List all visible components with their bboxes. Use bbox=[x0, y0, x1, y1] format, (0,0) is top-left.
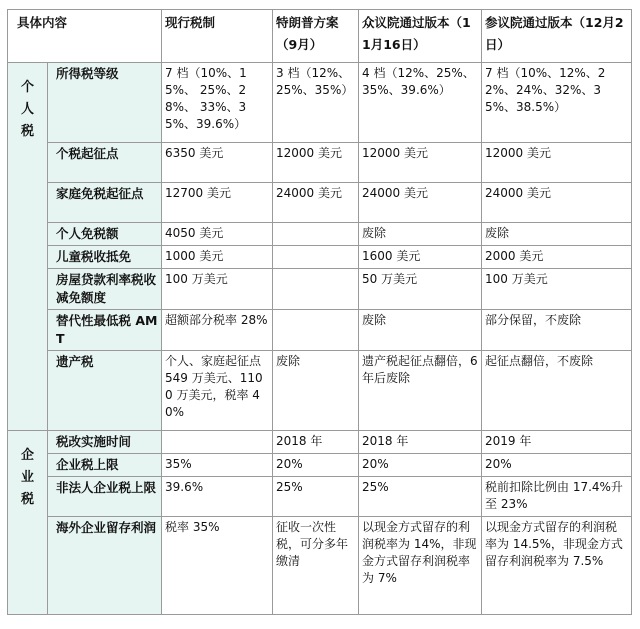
cell-trump: 3 档（12%、25%、35%） bbox=[273, 63, 359, 143]
cell-senate: 100 万美元 bbox=[482, 269, 632, 310]
row-label: 税改实施时间 bbox=[48, 431, 162, 454]
row-label: 企业税上限 bbox=[48, 454, 162, 477]
table-row bbox=[8, 63, 632, 143]
table-row bbox=[8, 477, 632, 517]
table-row bbox=[8, 454, 632, 477]
cell-senate: 部分保留，不废除 bbox=[482, 310, 632, 351]
cell-senate: 24000 美元 bbox=[482, 183, 632, 223]
cell-current bbox=[162, 431, 273, 454]
cell-senate: 7 档（10%、12%、22%、24%、32%、35%、38.5%） bbox=[482, 63, 632, 143]
header-senate: 参议院通过版本（12月2日） bbox=[482, 10, 632, 63]
cell-senate: 废除 bbox=[482, 223, 632, 246]
tax-comparison-table bbox=[7, 9, 632, 615]
cell-current: 7 档（10%、15%、 25%、28%、 33%、35%、39.6%） bbox=[162, 63, 273, 143]
table-row bbox=[8, 223, 632, 246]
cell-current: 35% bbox=[162, 454, 273, 477]
cell-house: 遗产税起征点翻倍，6 年后废除 bbox=[359, 351, 482, 431]
cell-trump: 征收一次性税，可分多年缴清 bbox=[273, 517, 359, 615]
cell-house: 50 万美元 bbox=[359, 269, 482, 310]
table-row bbox=[8, 310, 632, 351]
cell-house: 2018 年 bbox=[359, 431, 482, 454]
table-row bbox=[8, 183, 632, 223]
table-row bbox=[8, 517, 632, 615]
header-house: 众议院通过版本（11月16日） bbox=[359, 10, 482, 63]
cell-trump: 20% bbox=[273, 454, 359, 477]
cell-trump: 12000 美元 bbox=[273, 143, 359, 183]
cell-current: 税率 35% bbox=[162, 517, 273, 615]
cell-current: 超额部分税率 28% bbox=[162, 310, 273, 351]
cell-house: 12000 美元 bbox=[359, 143, 482, 183]
cell-senate: 起征点翻倍，不废除 bbox=[482, 351, 632, 431]
cell-current: 4050 美元 bbox=[162, 223, 273, 246]
header-trump: 特朗普方案（9月） bbox=[273, 10, 359, 63]
cell-trump bbox=[273, 269, 359, 310]
row-label: 遗产税 bbox=[48, 351, 162, 431]
row-label: 替代性最低税 AMT bbox=[48, 310, 162, 351]
row-label: 海外企业留存利润 bbox=[48, 517, 162, 615]
cell-house: 25% bbox=[359, 477, 482, 517]
cell-trump bbox=[273, 223, 359, 246]
header-row bbox=[8, 10, 632, 63]
cell-trump bbox=[273, 246, 359, 269]
cell-trump: 24000 美元 bbox=[273, 183, 359, 223]
table-row bbox=[8, 246, 632, 269]
row-label: 家庭免税起征点 bbox=[48, 183, 162, 223]
section-label-corporate: 企业税 bbox=[8, 431, 48, 615]
cell-current: 39.6% bbox=[162, 477, 273, 517]
cell-senate: 以现金方式留存的利润税率为 14.5%，非现金方式留存利润税率为 7.5% bbox=[482, 517, 632, 615]
cell-trump: 25% bbox=[273, 477, 359, 517]
cell-current: 6350 美元 bbox=[162, 143, 273, 183]
cell-trump: 2018 年 bbox=[273, 431, 359, 454]
cell-house: 4 档（12%、25%、35%、39.6%） bbox=[359, 63, 482, 143]
cell-current: 个人、家庭起征点 549 万美元、1100 万美元，税率 40% bbox=[162, 351, 273, 431]
row-label: 房屋贷款利率税收减免额度 bbox=[48, 269, 162, 310]
header-content: 具体内容 bbox=[8, 10, 162, 63]
cell-trump bbox=[273, 310, 359, 351]
cell-current: 100 万美元 bbox=[162, 269, 273, 310]
row-label: 个人免税额 bbox=[48, 223, 162, 246]
table-row bbox=[8, 431, 632, 454]
cell-senate: 税前扣除比例由 17.4%升至 23% bbox=[482, 477, 632, 517]
cell-trump: 废除 bbox=[273, 351, 359, 431]
cell-senate: 2019 年 bbox=[482, 431, 632, 454]
cell-current: 1000 美元 bbox=[162, 246, 273, 269]
cell-senate: 2000 美元 bbox=[482, 246, 632, 269]
row-label: 非法人企业税上限 bbox=[48, 477, 162, 517]
row-label: 儿童税收抵免 bbox=[48, 246, 162, 269]
cell-house: 废除 bbox=[359, 310, 482, 351]
section-label-personal: 个人税 bbox=[8, 63, 48, 431]
table-row bbox=[8, 143, 632, 183]
cell-senate: 12000 美元 bbox=[482, 143, 632, 183]
cell-house: 1600 美元 bbox=[359, 246, 482, 269]
table-row bbox=[8, 269, 632, 310]
cell-house: 20% bbox=[359, 454, 482, 477]
cell-house: 以现金方式留存的利润税率为 14%，非现金方式留存利润税率为 7% bbox=[359, 517, 482, 615]
cell-house: 废除 bbox=[359, 223, 482, 246]
cell-current: 12700 美元 bbox=[162, 183, 273, 223]
cell-house: 24000 美元 bbox=[359, 183, 482, 223]
header-current: 现行税制 bbox=[162, 10, 273, 63]
row-label: 个税起征点 bbox=[48, 143, 162, 183]
cell-senate: 20% bbox=[482, 454, 632, 477]
row-label: 所得税等级 bbox=[48, 63, 162, 143]
table-row bbox=[8, 351, 632, 431]
